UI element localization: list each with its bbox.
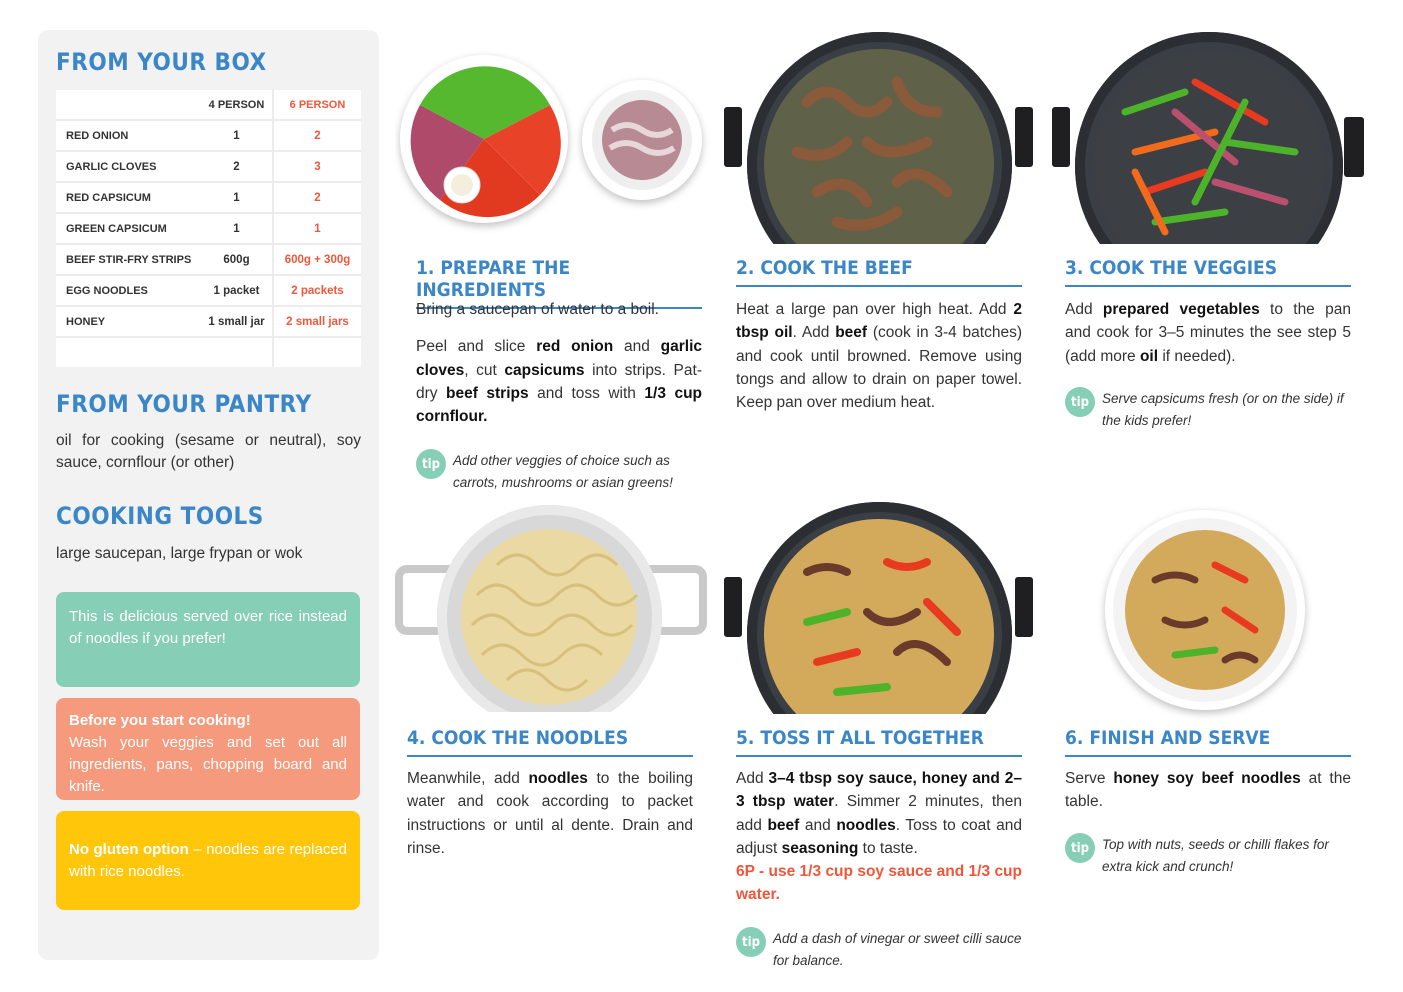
step1-photo [395, 45, 715, 240]
qty-4: 1 [201, 182, 273, 213]
step1-title: 1. PREPARE THE INGREDIENTS [416, 257, 702, 309]
step1-tip [416, 450, 702, 493]
qty-6: 2 packets [273, 275, 361, 306]
table-row [56, 275, 361, 306]
step5-text [736, 767, 1022, 921]
table-row [56, 244, 361, 275]
veggies-pan-image [1075, 32, 1343, 244]
step6-photo [1095, 500, 1320, 720]
qty-4: 1 [201, 213, 273, 244]
step5-tip [736, 928, 1022, 971]
step2-photo [722, 32, 1037, 244]
before-cooking-text: Wash your veggies and set out all ingredients, pans, chopping board and knife. [69, 734, 347, 795]
step1-paragraph-1: Bring a saucepan of water to a boil. [416, 301, 659, 318]
ingredient-name: RED CAPSICUM [56, 182, 201, 213]
served-plate-image [1105, 510, 1305, 710]
step6-title: 6. FINISH AND SERVE [1065, 727, 1351, 757]
sidebar-panel [38, 30, 379, 960]
rice-note-text: This is delicious served over rice instead of noodles if you prefer! [69, 608, 347, 647]
qty-6: 2 small jars [273, 306, 361, 337]
step6-paragraph: Serve honey soy beef noodles at the table. [1065, 770, 1351, 811]
qty-4: 600g [201, 244, 273, 275]
table-row [56, 306, 361, 337]
step5-title: 5. TOSS IT ALL TOGETHER [736, 727, 1022, 757]
step1-tip-text: Add other veggies of choice such as carrots, mushrooms or asian greens! [453, 453, 673, 490]
step6-tip-text: Top with nuts, seeds or chilli flakes for extra kick and crunch! [1102, 837, 1329, 874]
veggie-plate-image [400, 55, 568, 223]
step2-paragraph: Heat a large pan over high heat. Add 2 tbsp oil. Add beef (cook in 3-4 batches) and cook until browned. Remove using tongs and allow to drain on paper towel. Keep pan over medium heat. [736, 301, 1022, 412]
step4-title: 4. COOK THE NOODLES [407, 727, 693, 757]
tip-icon: tip [736, 927, 766, 957]
table-header-blank [56, 90, 201, 120]
before-cooking-card [56, 698, 360, 800]
step1-paragraph-2: Peel and slice red onion and garlic cloves, cut capsicums into strips. Pat-dry beef strips and toss with 1/3 cup cornflour. [416, 338, 703, 426]
table-row [56, 120, 361, 151]
step6-text [1065, 767, 1351, 828]
step5-tip-text: Add a dash of vinegar or sweet cilli sauce for balance. [773, 931, 1022, 968]
gluten-option-card [56, 811, 360, 910]
step3-photo [1050, 32, 1366, 244]
noodle-colander-image [437, 505, 662, 712]
step3-tip [1065, 388, 1351, 431]
beef-pan-image [747, 32, 1012, 244]
step3-text [1065, 298, 1351, 382]
ingredient-name: GREEN CAPSICUM [56, 213, 201, 244]
step6-tip [1065, 834, 1351, 877]
step1-text [416, 298, 702, 442]
from-your-box-title: FROM YOUR BOX [56, 48, 267, 76]
ingredient-name: BEEF STIR-FRY STRIPS [56, 244, 201, 275]
pantry-text: oil for cooking (sesame or neutral), soy sauce, cornflour (or other) [56, 432, 361, 471]
ingredient-name: HONEY [56, 306, 201, 337]
step2-title: 2. COOK THE BEEF [736, 257, 1022, 287]
qty-4: 1 small jar [201, 306, 273, 337]
table-row-empty [56, 337, 361, 367]
ingredient-name: GARLIC CLOVES [56, 151, 201, 182]
ingredient-name: EGG NOODLES [56, 275, 201, 306]
step3-title: 3. COOK THE VEGGIES [1065, 257, 1351, 287]
gluten-option-title: No gluten option [69, 841, 189, 858]
qty-6: 2 [273, 182, 361, 213]
tip-icon: tip [1065, 387, 1095, 417]
ingredients-table [56, 90, 361, 367]
table-row [56, 151, 361, 182]
rice-note-card [56, 592, 360, 687]
step5-6p-warning: 6P - use 1/3 cup soy sauce and 1/3 cup water. [736, 863, 1022, 904]
qty-4: 1 packet [201, 275, 273, 306]
col-header-6-person: 6 PERSON [273, 90, 361, 120]
qty-6: 3 [273, 151, 361, 182]
qty-6: 600g + 300g [273, 244, 361, 275]
col-header-4-person: 4 PERSON [201, 90, 273, 120]
step4-photo [395, 505, 707, 712]
table-row [56, 213, 361, 244]
qty-4: 2 [201, 151, 273, 182]
stirfry-pan-image [747, 502, 1012, 714]
step3-paragraph: Add prepared vegetables to the pan and cook for 3–5 minutes the see step 5 (add more oil if needed). [1065, 301, 1351, 365]
step2-text [736, 298, 1022, 428]
beef-bowl-image [582, 80, 702, 200]
cooking-tools-title: COOKING TOOLS [56, 502, 264, 530]
from-your-pantry-title: FROM YOUR PANTRY [56, 390, 312, 418]
qty-6: 1 [273, 213, 361, 244]
qty-6: 2 [273, 120, 361, 151]
step4-paragraph: Meanwhile, add noodles to the boiling water and cook according to packet instructions or until al dente. Drain and rinse. [407, 770, 693, 857]
qty-4: 1 [201, 120, 273, 151]
before-cooking-title: Before you start cooking! [69, 712, 251, 729]
gluten-option-text: – noodles are replaced with rice noodles. [69, 841, 348, 880]
step5-paragraph: Add 3–4 tbsp soy sauce, honey and 2–3 tbsp water. Simmer 2 minutes, then add beef and noodles. Toss to coat and adjust seasoning to taste. [736, 770, 1022, 857]
tip-icon: tip [1065, 833, 1095, 863]
cooking-tools-text: large saucepan, large frypan or wok [56, 545, 303, 562]
tip-icon: tip [416, 449, 446, 479]
step3-tip-text: Serve capsicums fresh (or on the side) if the kids prefer! [1102, 391, 1344, 428]
table-header-row [56, 90, 361, 120]
step4-text [407, 767, 693, 874]
step5-photo [722, 502, 1037, 714]
ingredient-name: RED ONION [56, 120, 201, 151]
table-row [56, 182, 361, 213]
